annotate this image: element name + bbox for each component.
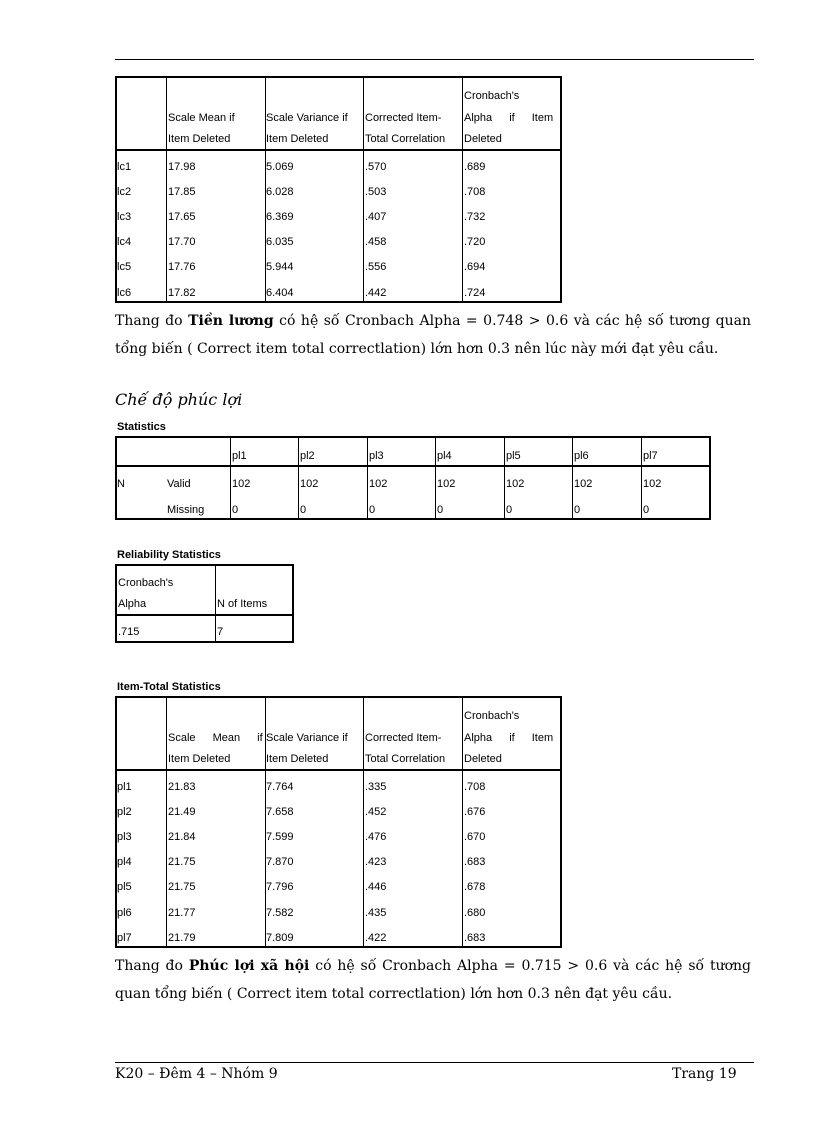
statistics-caption: Statistics [117,421,166,433]
reliability-items-value: 7 [217,626,224,638]
footer-left: K20 – Đêm 4 – Nhóm 9 [115,1066,278,1082]
bold-phuc-loi: Phúc lợi xã hội [188,958,310,974]
item-total-table-2: Scale Mean if Item Deleted Scale Variance if Item Deleted Corrected Item- Total Correlation Cronbach's Alpha if Item Deleted pl1 21.83 7.764 .335 .708 pl2 21.49 7.658 .452 .676 pl3 21.84 7.599 .476 .670 pl4 21.75 7.870 .423 .683 pl5 21.75 7.796 .446 .678 pl6 21.77 7.582 .435 .680 pl7 21.79 7.809 .422 .683 [115,696,562,948]
paragraph-phuc-loi: Thang đo Phúc lợi xã hội có hệ số Cronbach Alpha = 0.715 > 0.6 và các hệ số tương quan tổng biến ( Correct item total correctlation) lớn hơn 0.3 nên đạt yêu cầu. [115,958,751,1002]
t2-header-corrected-2: Total Correlation [365,753,446,765]
header-alpha-2: Alpha if Item [464,112,554,124]
stat-n-label: N [117,478,125,490]
paragraph-tien-luong: Thang đo Tiền lương có hệ số Cronbach Alpha = 0.748 > 0.6 và các hệ số tương quan tổng biến ( Correct item total correctlation) lớn hơn 0.3 nên lúc này mới đạt yêu cầu. [115,313,751,357]
t2-header-scale-variance-2: Item Deleted [266,753,329,765]
reliability-alpha-value: .715 [118,626,140,638]
t2-header-alpha: Cronbach's [464,710,520,722]
header-corrected: Corrected Item- [365,112,442,124]
reliability-table [115,564,294,643]
t2-header-alpha-3: Deleted [464,753,502,765]
stat-col-pl2: pl2 [300,450,315,462]
stat-col-pl7: pl7 [643,450,658,462]
bold-tien-luong: Tiền lương [188,313,274,329]
header-scale-mean: Scale Mean if [168,112,235,124]
stat-missing-label: Missing [167,504,205,516]
header-corrected-2: Total Correlation [365,133,446,145]
stat-col-pl6: pl6 [574,450,589,462]
reliability-caption: Reliability Statistics [117,549,221,561]
header-alpha-3: Deleted [464,133,502,145]
reliability-items-header: N of Items [217,598,268,610]
item-total-table-1: Scale Mean if Item Deleted Scale Variance if Item Deleted Corrected Item- Total Correlation Cronbach's Alpha if Item Deleted lc1 17.98 5.069 .570 .689 lc2 17.85 6.028 .503 .708 lc3 17.65 6.369 .407 .732 lc4 17.70 6.035 .458 .720 lc5 17.76 5.944 .556 .694 lc6 17.82 6.404 .442 .724 [115,76,562,303]
t2-header-scale-variance: Scale Variance if [266,732,348,744]
header-scale-variance: Scale Variance if [266,112,348,124]
reliability-alpha-header: Cronbach's [118,577,174,589]
t2-header-corrected: Corrected Item- [365,732,442,744]
reliability-alpha-header-2: Alpha [118,598,147,610]
footer-page-number: Trang 19 [672,1066,737,1082]
stat-col-pl4: pl4 [437,450,452,462]
header-rule [115,59,754,60]
header-scale-variance-2: Item Deleted [266,133,329,145]
t2-header-alpha-2: Alpha if Item [464,732,554,744]
t2-header-scale-mean-2: Item Deleted [168,753,231,765]
stat-valid-label: Valid [167,478,191,490]
header-alpha: Cronbach's [464,90,520,102]
t2-header-scale-mean: Scale Mean if [168,732,263,744]
stat-col-pl1: pl1 [232,450,247,462]
stat-col-pl3: pl3 [369,450,384,462]
item-total-caption: Item-Total Statistics [117,681,221,693]
section-heading: Chế độ phúc lợi [115,390,243,409]
header-scale-mean-2: Item Deleted [168,133,231,145]
footer-rule [115,1062,754,1063]
statistics-table: pl1 pl2 pl3 pl4 pl5 pl6 pl7 N Valid Missing 102 102 102 102 102 102 102 0 0 0 0 0 0 0 [115,436,711,520]
stat-col-pl5: pl5 [506,450,521,462]
